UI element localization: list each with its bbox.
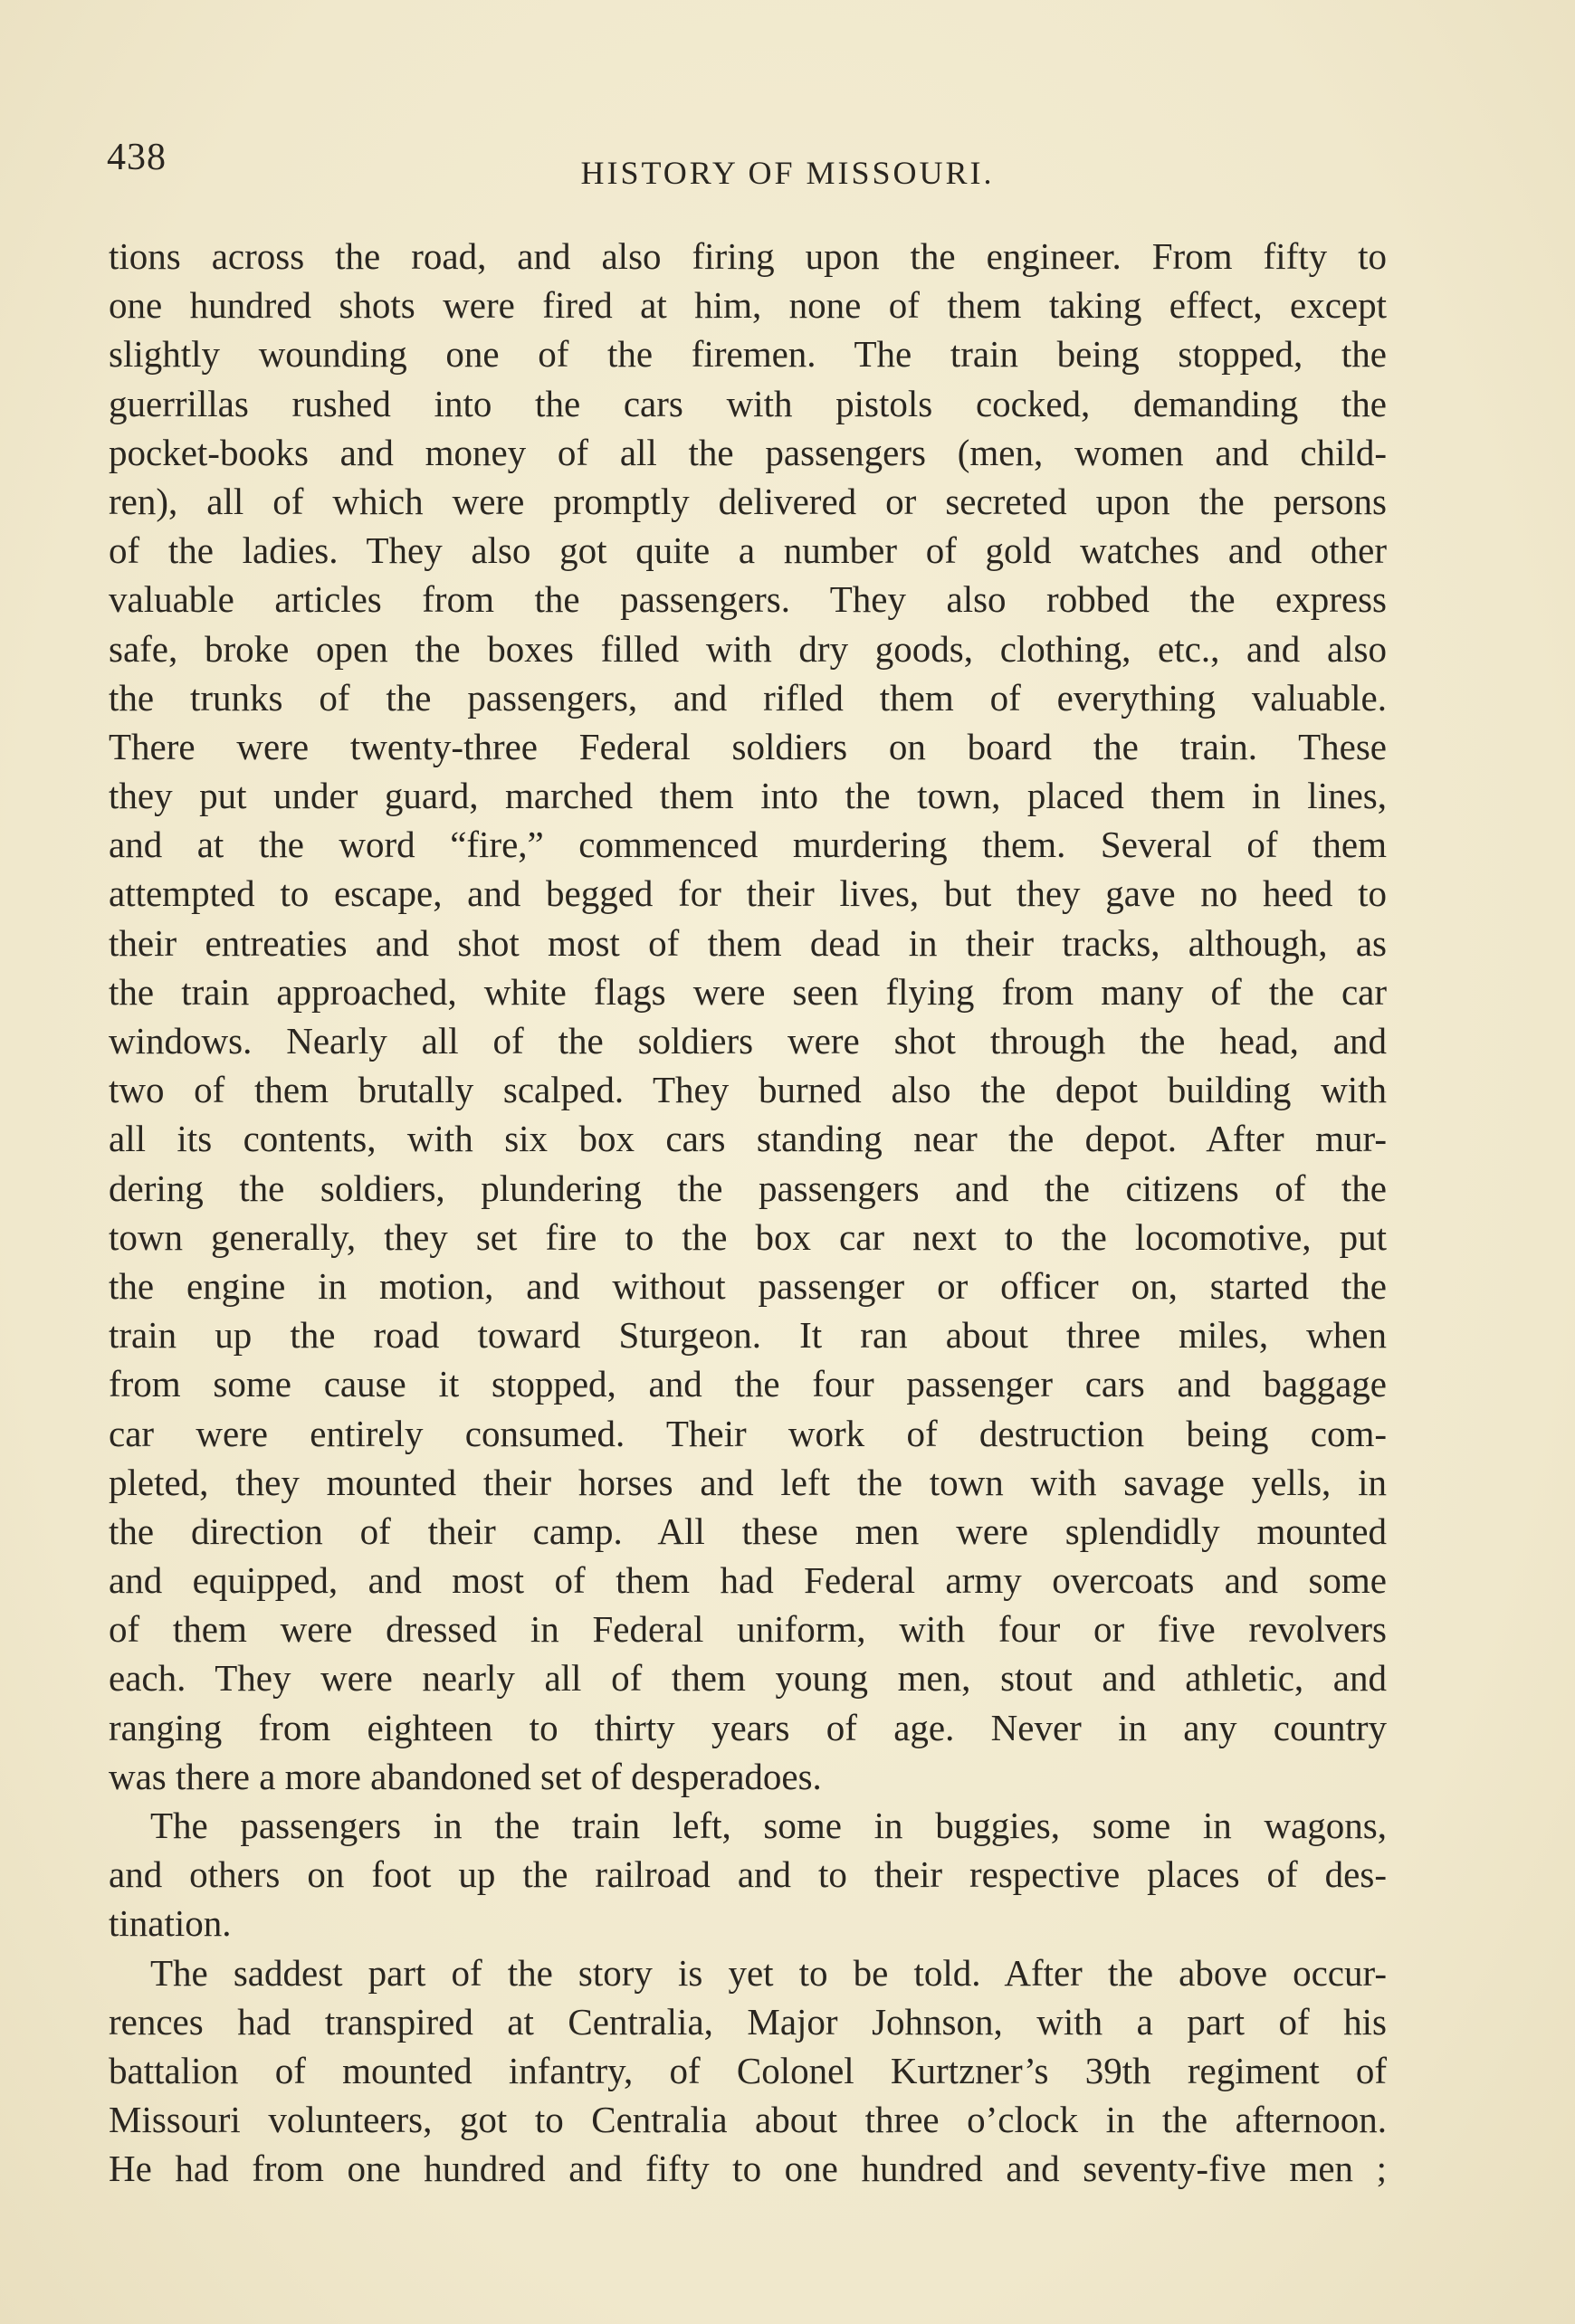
text-line: their entreaties and shot most of them dead in their tracks, although, as: [109, 921, 1387, 964]
text-line: and equipped, and most of them had Federal army overcoats and some: [109, 1559, 1387, 1602]
text-line: The saddest part of the story is yet to be told. After the above occur-: [150, 1951, 1387, 1994]
text-line: the engine in motion, and without passenger or officer on, started the: [109, 1264, 1387, 1307]
text-line: Missouri volunteers, got to Centralia about three o’clock in the afternoon.: [109, 2099, 1387, 2141]
text-line: train up the road toward Sturgeon. It ran about three miles, when: [109, 1314, 1387, 1357]
running-title: HISTORY OF MISSOURI.: [580, 155, 995, 191]
text-line: ren), all of which were promptly delivered or secreted upon the persons: [109, 480, 1387, 522]
text-line: one hundred shots were fired at him, none of them taking effect, except: [109, 284, 1387, 327]
text-line: ranging from eighteen to thirty years of age. Never in any country: [109, 1706, 1387, 1748]
text-line: from some cause it stopped, and the four passenger cars and baggage: [109, 1363, 1387, 1405]
text-line: they put under guard, marched them into the town, placed them in lines,: [109, 775, 1387, 817]
text-line: dering the soldiers, plundering the passengers and the citizens of the: [109, 1167, 1387, 1209]
text-line: pleted, they mounted their horses and left the town with savage yells, in: [109, 1461, 1387, 1503]
text-line: and others on foot up the railroad and to their respective places of des-: [109, 1853, 1387, 1896]
text-line: There were twenty-three Federal soldiers on board the train. These: [109, 725, 1387, 767]
text-line: battalion of mounted infantry, of Colonel Kurtzner’s 39th regiment of: [109, 2049, 1387, 2091]
text-line: guerrillas rushed into the cars with pistols cocked, demanding the: [109, 382, 1387, 424]
text-line: each. They were nearly all of them young men, stout and athletic, and: [109, 1657, 1387, 1700]
text-line: town generally, they set fire to the box car next to the locomotive, put: [109, 1215, 1387, 1258]
text-line: the trunks of the passengers, and rifled them of everything valuable.: [109, 676, 1387, 719]
text-line: tination.: [109, 1902, 232, 1945]
text-line: valuable articles from the passengers. They also robbed the express: [109, 578, 1387, 621]
text-line: slightly wounding one of the firemen. The train being stopped, the: [109, 333, 1387, 376]
text-line: windows. Nearly all of the soldiers were shot through the head, and: [109, 1020, 1387, 1062]
text-line: the direction of their camp. All these men were splendidly mounted: [109, 1510, 1387, 1552]
page-number: 438: [107, 137, 167, 178]
text-line: He had from one hundred and fifty to one hundred and seventy-five men ;: [109, 2148, 1387, 2190]
text-line: and at the word “fire,” commenced murdering them. Several of them: [109, 824, 1387, 866]
text-line: tions across the road, and also firing upon the engineer. From fifty to: [109, 235, 1387, 277]
text-line: was there a more abandoned set of desperadoes.: [109, 1755, 822, 1797]
text-line: of them were dressed in Federal uniform, with four or five revolvers: [109, 1608, 1387, 1651]
text-line: car were entirely consumed. Their work of destruction being com-: [109, 1412, 1387, 1454]
text-line: the train approached, white flags were seen flying from many of the car: [109, 970, 1387, 1013]
body-text: [109, 232, 1387, 2194]
text-line: safe, broke open the boxes filled with dry goods, clothing, etc., and also: [109, 627, 1387, 670]
text-line: The passengers in the train left, some in buggies, some in wagons,: [150, 1805, 1387, 1846]
text-line: rences had transpired at Centralia, Major Johnson, with a part of his: [109, 2000, 1387, 2043]
text-line: attempted to escape, and begged for their lives, but they gave no heed to: [109, 872, 1387, 915]
text-line: of the ladies. They also got quite a number of gold watches and other: [109, 529, 1387, 572]
text-line: all its contents, with six box cars standing near the depot. After mur-: [109, 1118, 1387, 1160]
text-line: pocket-books and money of all the passengers (men, women and child-: [109, 431, 1387, 473]
text-line: two of them brutally scalped. They burned also the depot building with: [109, 1069, 1387, 1111]
